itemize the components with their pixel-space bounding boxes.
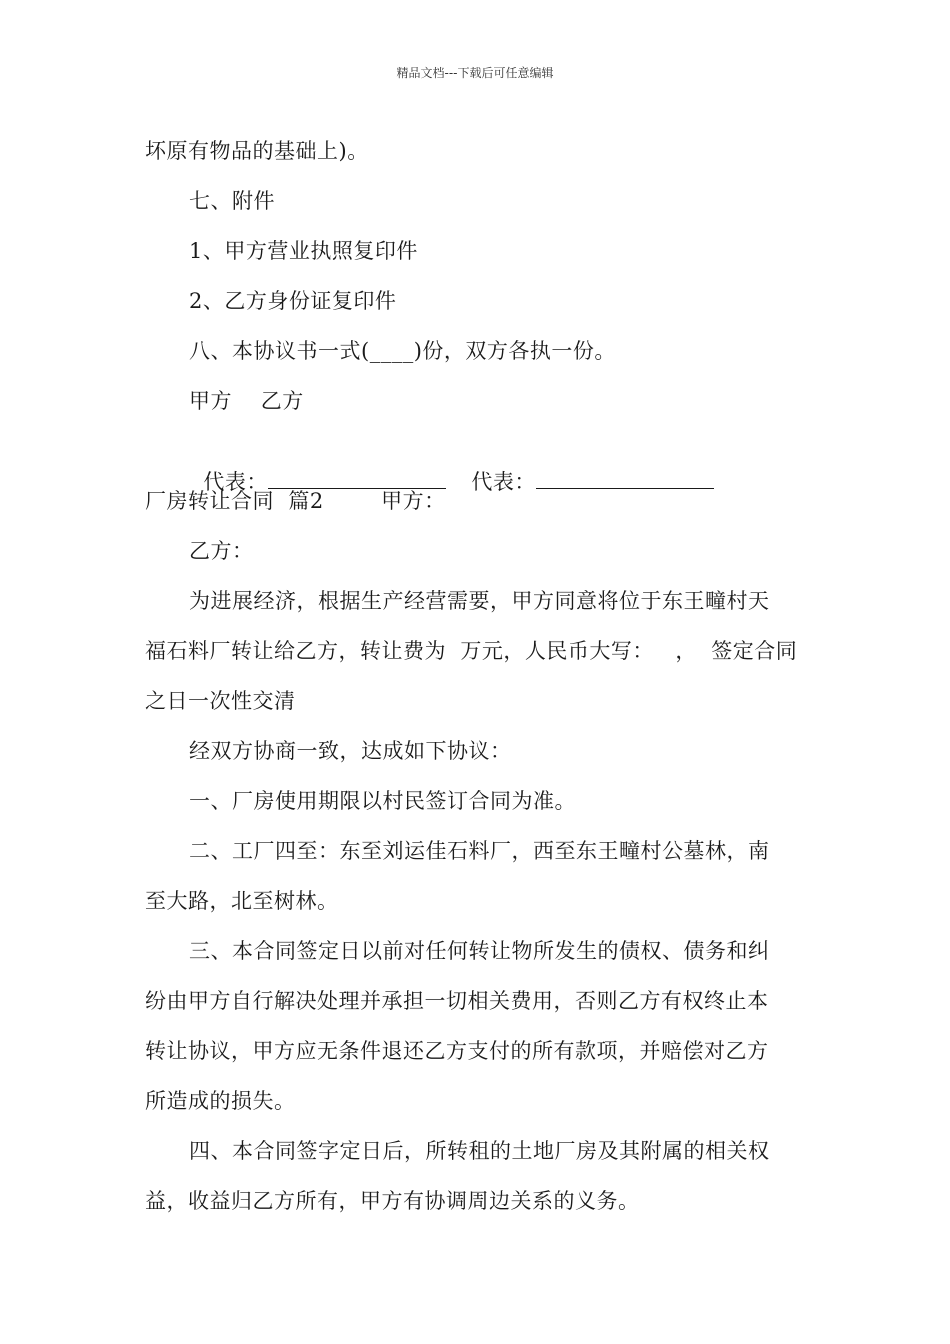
text-line: 之日一次性交清 (145, 689, 296, 713)
section-heading-attachments: 七、附件 (189, 189, 275, 213)
text-line: 坏原有物品的基础上)。 (145, 139, 369, 163)
text-line: 益，收益归乙方所有，甲方有协调周边关系的义务。 (145, 1189, 640, 1213)
page-header: 精品文档---下载后可任意编辑 (396, 66, 554, 80)
party-labels: 甲方 乙方 (189, 389, 304, 413)
text-line: 四、本合同签字定日后，所转租的土地厂房及其附属的相关权 (189, 1139, 770, 1163)
text-line: 1、甲方营业执照复印件 (189, 239, 418, 263)
text-line: 2、乙方身份证复印件 (189, 289, 397, 313)
text-line: 三、本合同签定日以前对任何转让物所发生的债权、债务和纠 (189, 939, 770, 963)
text-line: 乙方： (189, 539, 254, 563)
representative-label: 代表： (471, 470, 536, 494)
signature-row-party-b (457, 436, 714, 497)
text-line: 福石料厂转让给乙方，转让费为 万元，人民币大写： ， 签定合同 (145, 639, 798, 663)
text-line: 至大路，北至树林。 (145, 889, 339, 913)
representative-label: 代表： (203, 470, 268, 494)
text-line: 二、工厂四至：东至刘运佳石料厂，西至东王疃村公墓林，南 (189, 839, 770, 863)
text-line: 一、厂房使用期限以村民签订合同为准。 (189, 789, 576, 813)
signature-blank (536, 466, 714, 489)
contract-title-line: 厂房转让合同 篇2 甲方： (145, 489, 446, 513)
text-line: 为进展经济，根据生产经营需要，甲方同意将位于东王疃村天 (189, 589, 770, 613)
text-line: 转让协议，甲方应无条件退还乙方支付的所有款项，并赔偿对乙方 (145, 1039, 769, 1063)
text-line: 所造成的损失。 (145, 1089, 296, 1113)
text-line: 经双方协商一致，达成如下协议： (189, 739, 512, 763)
text-line: 纷由甲方自行解决处理并承担一切相关费用，否则乙方有权终止本 (145, 989, 769, 1013)
text-line: 八、本协议书一式(____)份，双方各执一份。 (189, 339, 616, 363)
